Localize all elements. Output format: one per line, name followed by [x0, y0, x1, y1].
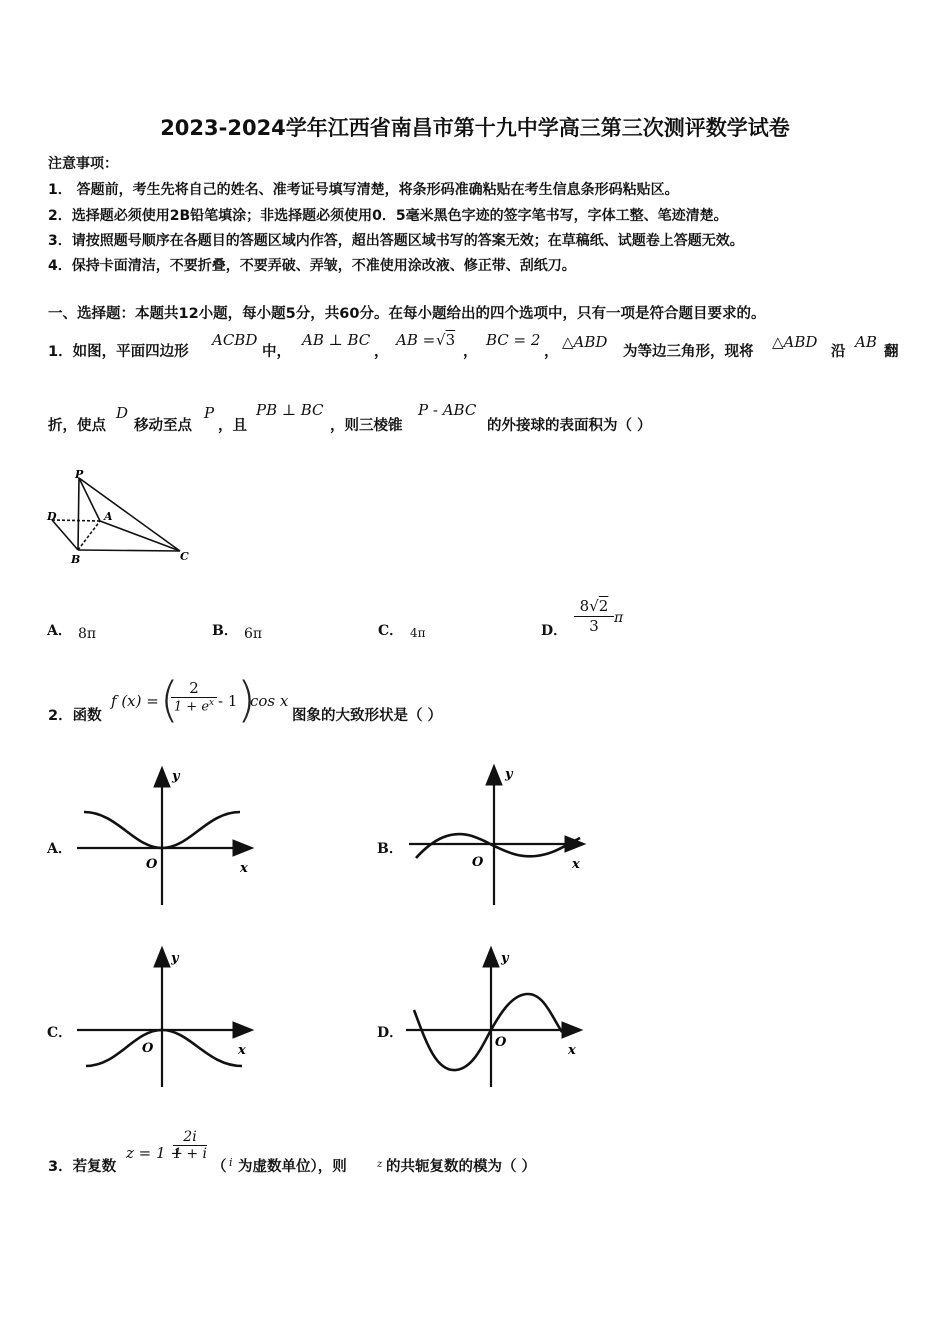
notice-item: 3．请按照题号顺序在各题目的答题区域内作答，超出答题区域书写的答案无效；在草稿纸、试题卷上答题无效。 [48, 233, 744, 249]
q1-text: 翻 [884, 344, 899, 360]
q1-math: AB [855, 333, 877, 351]
q3-fraction [173, 1129, 207, 1162]
q1-sqrt-arg: 3 [445, 331, 456, 349]
q1-math: PB ⊥ BC [256, 401, 324, 419]
edge-ac [100, 521, 180, 551]
q1-option-a-value: 8π [78, 626, 97, 642]
notice-item: 2．选择题必须使用2B铅笔填涂；非选择题必须使用0．5毫米黑色字迹的签字笔书写，字体工整、笔迹清楚。 [48, 208, 728, 224]
q2-option-d-label[interactable]: D． [377, 1025, 404, 1041]
q3-text: （ [212, 1159, 227, 1175]
q1-text: ， [374, 344, 389, 360]
denominator-base: 1 + e [173, 699, 210, 715]
y-label: y [172, 769, 180, 784]
q1-math: AB ⊥ BC [302, 331, 371, 349]
y-label: y [505, 767, 513, 782]
q1-option-d-pi: π [614, 610, 624, 626]
q2-text: 2．函数 [48, 708, 102, 724]
label-b: B [71, 553, 81, 566]
q1-text: 移动至点 [134, 418, 192, 434]
q1-text: ， [463, 344, 478, 360]
q1-math: P [204, 404, 215, 422]
notice-item: 1． 答题前，考生先将自己的姓名、准考证号填写清楚，将条形码准确粘贴在考生信息条形码粘贴区。 [48, 182, 679, 198]
q1-math: △ABD [562, 333, 608, 351]
q1-sqrt: √3 [436, 331, 456, 349]
edge-db [52, 520, 78, 550]
fraction-numerator: 8√2 [574, 597, 614, 617]
q1-option-d-label[interactable]: D． [541, 623, 568, 639]
q3-z: z = 1 + [126, 1144, 183, 1162]
q1-text: ，则三棱锥 [330, 418, 403, 434]
q2-text: 图象的大致形状是（ ） [292, 708, 443, 724]
q1-option-b-value: 6π [244, 626, 263, 642]
notice-item: 4．保持卡面清洁，不要折叠，不要弄破、弄皱，不准使用涂改液、修正带、刮纸刀。 [48, 258, 576, 274]
q1-option-c-value: 4π [410, 626, 426, 640]
edge-pa [79, 478, 100, 521]
y-label: y [501, 951, 509, 966]
y-label: y [171, 951, 179, 966]
x-label: x [572, 857, 580, 872]
q1-option-d-fraction [574, 597, 614, 635]
q1-text: 1．如图，平面四边形 [48, 344, 189, 360]
curve [414, 994, 562, 1070]
q1-text: 的外接球的表面积为（ ） [487, 418, 652, 434]
curve [86, 1030, 242, 1066]
q3-text: 为虚数单位），则 [238, 1159, 347, 1175]
q3-zz: z [377, 1159, 383, 1170]
q1-option-b-label[interactable]: B． [212, 623, 238, 639]
edge-ba [78, 521, 100, 550]
q1-math: AB = [396, 331, 436, 349]
q1-text: 中， [262, 344, 291, 360]
q2-graph-c [72, 942, 262, 1092]
fraction-numerator: 2 [171, 679, 217, 698]
page-title: 2023-2024学年江西省南昌市第十九中学高三第三次测评数学试卷 [160, 116, 790, 140]
notice-heading: 注意事项： [48, 156, 118, 172]
q2-fx: f (x) = [111, 692, 159, 710]
q2-cos: cos x [250, 692, 289, 710]
label-d: D [47, 510, 57, 523]
fraction-denominator: 3 [589, 617, 599, 635]
q3-text: 3．若复数 [48, 1159, 117, 1175]
edge-pb [78, 478, 79, 550]
q1-pyramid-figure [44, 468, 194, 568]
q1-text: 为等边三角形，现将 [623, 344, 754, 360]
q2-graph-a [72, 760, 262, 910]
q1-text: ，且 [218, 418, 247, 434]
edge-bc [78, 550, 180, 551]
q2-graph-b [404, 760, 594, 910]
edge-pc [79, 478, 180, 551]
q2-right-paren: ) [237, 672, 256, 728]
label-a: A [104, 510, 113, 523]
x-label: x [568, 1043, 576, 1058]
q2-fraction [171, 679, 217, 714]
curve [416, 834, 580, 858]
numerator-coef: 8 [579, 597, 590, 615]
q3-text: 的共轭复数的模为（ ） [386, 1159, 537, 1175]
q1-text: ， [544, 344, 559, 360]
origin-label: O [472, 855, 484, 870]
q2-option-b-label[interactable]: B． [377, 841, 403, 857]
fraction-denominator: 1 + i [173, 1146, 208, 1162]
q1-math: ACBD [212, 331, 258, 349]
q1-option-c-label[interactable]: C． [378, 623, 404, 639]
x-label: x [240, 861, 248, 876]
edge-da [52, 520, 100, 521]
q3-i: i [229, 1156, 233, 1169]
label-c: C [180, 550, 189, 563]
section-heading: 一、选择题：本题共12小题，每小题5分，共60分。在每小题给出的四个选项中，只有一项是符合题目要求的。 [48, 306, 766, 322]
label-p: P [75, 468, 84, 481]
q2-minus-one: - 1 [218, 692, 238, 710]
q1-option-a-label[interactable]: A． [47, 623, 72, 639]
numerator-radicand: 2 [598, 597, 609, 615]
q1-math: D [116, 404, 129, 422]
q1-text: 沿 [831, 344, 846, 360]
x-label: x [238, 1043, 246, 1058]
fraction-numerator: 2i [173, 1129, 207, 1146]
q1-math: △ABD [772, 333, 818, 351]
origin-label: O [495, 1035, 507, 1050]
q2-left-paren: ( [160, 672, 179, 728]
q2-option-c-label[interactable]: C． [47, 1025, 73, 1041]
q2-option-a-label[interactable]: A． [47, 841, 72, 857]
origin-label: O [146, 857, 158, 872]
fraction-denominator [171, 698, 217, 714]
denominator-exponent: x [209, 698, 215, 708]
q1-math: BC = 2 [486, 331, 541, 349]
q1-text: 折，使点 [48, 418, 106, 434]
q2-graph-d [404, 942, 594, 1092]
q1-math: P - ABC [418, 401, 477, 419]
origin-label: O [142, 1041, 154, 1056]
